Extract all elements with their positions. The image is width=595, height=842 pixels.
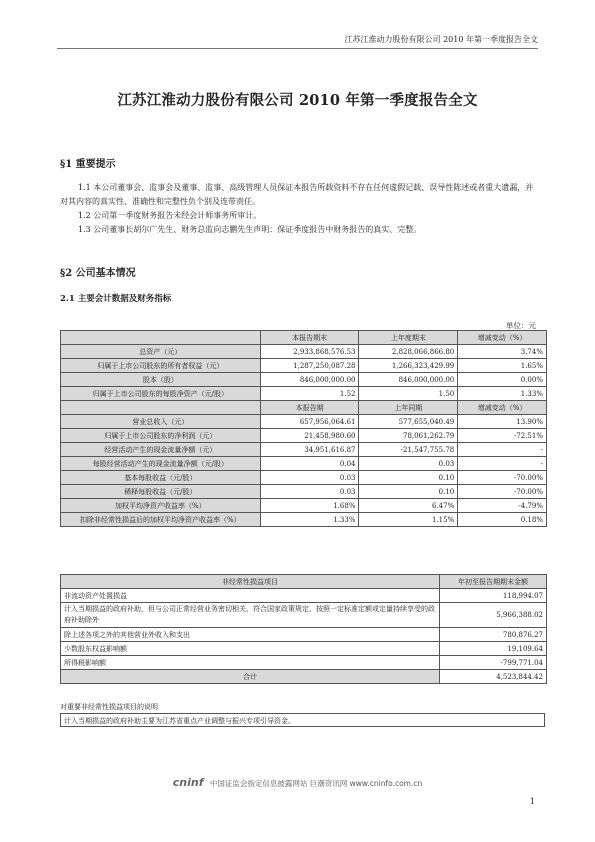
column-header: 非经常性损益项目 bbox=[61, 575, 440, 589]
section-1-body bbox=[60, 181, 535, 237]
total-label: 合计 bbox=[61, 670, 440, 684]
cninf-logo: cninf bbox=[172, 776, 204, 789]
table-row bbox=[61, 656, 547, 670]
section-2-heading: §2 公司基本情况 bbox=[60, 268, 136, 279]
item-value: 19,109.64 bbox=[440, 642, 547, 656]
notes-text: 计入当期损益的政府补助主要为江苏省重点产业调整与振兴专项引导资金。 bbox=[64, 717, 295, 725]
column-header: 上年同期 bbox=[359, 401, 458, 415]
cell-value: - bbox=[458, 457, 547, 471]
unit-label: 单位：元 bbox=[506, 321, 536, 330]
table-row bbox=[61, 373, 547, 387]
cell-value: 0.18% bbox=[458, 513, 547, 527]
column-header: 增减变动（%） bbox=[458, 401, 547, 415]
cell-value: 21,458,980.60 bbox=[260, 429, 359, 443]
item-value: 5,966,388.02 bbox=[440, 603, 547, 628]
footer-text: 中国证监会指定信息披露网站 巨潮资讯网 www.cninfo.com.cn bbox=[209, 779, 423, 788]
row-label: 扣除非经常性损益后的加权平均净资产收益率（%） bbox=[61, 513, 261, 527]
table-header-row bbox=[61, 401, 547, 415]
cell-value: 577,655,040.49 bbox=[359, 415, 458, 429]
item-label: 除上述各项之外的其他营业外收入和支出 bbox=[61, 628, 440, 642]
notes-box bbox=[60, 713, 545, 727]
table-row bbox=[61, 485, 547, 499]
row-label: 稀释每股收益（元/股） bbox=[61, 485, 261, 499]
column-header: 本报告期 bbox=[260, 401, 359, 415]
row-label: 加权平均净资产收益率（%） bbox=[61, 499, 261, 513]
table-row bbox=[61, 628, 547, 642]
paragraph-1-1: 1.1 本公司董事会、监事会及董事、监事、高级管理人员保证本报告所载资料不存在任何虚假记载、误导性陈述或者重大遗漏，并对其内容的真实性、准确性和完整性负个别及连带责任。 bbox=[60, 183, 534, 206]
table-row bbox=[61, 513, 547, 527]
cell-value: 0.03 bbox=[260, 485, 359, 499]
item-label: 非流动资产处置损益 bbox=[61, 589, 440, 603]
cell-value: 13.90% bbox=[458, 415, 547, 429]
financial-indicators-table bbox=[60, 330, 547, 527]
footer bbox=[0, 776, 595, 789]
total-value: 4,523,844.42 bbox=[440, 670, 547, 684]
item-value: 118,994.07 bbox=[440, 589, 547, 603]
cell-value: 2,933,868,576.53 bbox=[260, 345, 359, 359]
cell-value: - bbox=[458, 443, 547, 457]
cell-value: 3.74% bbox=[458, 345, 547, 359]
table-row bbox=[61, 429, 547, 443]
cell-value: -4.79% bbox=[458, 499, 547, 513]
table-row bbox=[61, 471, 547, 485]
table-header-row bbox=[61, 331, 547, 345]
table-row bbox=[61, 589, 547, 603]
item-label: 少数股东权益影响额 bbox=[61, 642, 440, 656]
item-value: 780,876.27 bbox=[440, 628, 547, 642]
cell-value: -70.00% bbox=[458, 471, 547, 485]
cell-value: 846,000,000.00 bbox=[260, 373, 359, 387]
column-header: 增减变动（%） bbox=[458, 331, 547, 345]
document-title: 江苏江淮动力股份有限公司 2010 年第一季度报告全文 bbox=[117, 92, 478, 109]
table-header-row bbox=[61, 575, 547, 589]
column-header bbox=[61, 331, 261, 345]
table-row bbox=[61, 642, 547, 656]
table-row bbox=[61, 603, 547, 628]
row-label: 归属于上市公司股东的所有者权益（元） bbox=[61, 359, 261, 373]
notes-title: 对重要非经常性损益项目的说明 bbox=[60, 703, 158, 711]
cell-value: 1.68% bbox=[260, 499, 359, 513]
cell-value: 0.10 bbox=[359, 471, 458, 485]
row-label: 每股经营活动产生的现金流量净额（元/股） bbox=[61, 457, 261, 471]
table-row bbox=[61, 415, 547, 429]
cell-value: 34,951,616.87 bbox=[260, 443, 359, 457]
table-row bbox=[61, 457, 547, 471]
column-header: 上年度期末 bbox=[359, 331, 458, 345]
running-header-title: 江苏江淮动力股份有限公司 2010 年第一季度报告全文 bbox=[344, 35, 538, 44]
item-value: -799,771.04 bbox=[440, 656, 547, 670]
row-label: 经营活动产生的现金流量净额（元） bbox=[61, 443, 261, 457]
cell-value: -72.51% bbox=[458, 429, 547, 443]
cell-value: 2,828,066,866.80 bbox=[359, 345, 458, 359]
cell-value: 1.50 bbox=[359, 387, 458, 401]
table-row bbox=[61, 443, 547, 457]
cell-value: 0.10 bbox=[359, 485, 458, 499]
row-label: 总资产（元） bbox=[61, 345, 261, 359]
table-row bbox=[61, 345, 547, 359]
table-row bbox=[61, 499, 547, 513]
cell-value: -21,547,755.78 bbox=[359, 443, 458, 457]
item-label: 计入当期损益的政府补助，但与公司正常经营业务密切相关，符合国家政策规定、按照一定标准定额或定量持续享受的政府补助除外 bbox=[61, 603, 440, 628]
cell-value: 657,956,064.61 bbox=[260, 415, 359, 429]
cell-value: 0.00% bbox=[458, 373, 547, 387]
paragraph-1-2: 1.2 公司第一季度财务报告未经会计师事务所审计。 bbox=[78, 211, 262, 220]
cell-value: 1.33% bbox=[260, 513, 359, 527]
paragraph-1-3: 1.3 公司董事长胡尔广先生、财务总监向志鹏先生声明：保证季度报告中财务报告的真实、完整。 bbox=[78, 225, 422, 234]
row-label: 基本每股收益（元/股） bbox=[61, 471, 261, 485]
item-label: 所得税影响额 bbox=[61, 656, 440, 670]
cell-value: 1.65% bbox=[458, 359, 547, 373]
row-label: 归属于上市公司股东的净利润（元） bbox=[61, 429, 261, 443]
cell-value: 6.47% bbox=[359, 499, 458, 513]
cell-value: 0.03 bbox=[359, 457, 458, 471]
table-row bbox=[61, 359, 547, 373]
total-row bbox=[61, 670, 547, 684]
cell-value: 1,287,250,087.28 bbox=[260, 359, 359, 373]
cell-value: 846,000,000.00 bbox=[359, 373, 458, 387]
cell-value: 1.33% bbox=[458, 387, 547, 401]
table-row bbox=[61, 387, 547, 401]
row-label: 营业总收入（元） bbox=[61, 415, 261, 429]
cell-value: 1,266,323,429.99 bbox=[359, 359, 458, 373]
subsection-2-1-heading: 2.1 主要会计数据及财务指标 bbox=[60, 294, 172, 304]
non-recurring-items-table bbox=[60, 574, 547, 684]
cell-value: 1.52 bbox=[260, 387, 359, 401]
cell-value: -70.00% bbox=[458, 485, 547, 499]
running-header bbox=[57, 34, 538, 49]
page-number: 1 bbox=[529, 797, 535, 806]
cell-value: 78,061,262.79 bbox=[359, 429, 458, 443]
section-1-heading: §1 重要提示 bbox=[60, 159, 116, 170]
column-header bbox=[61, 401, 261, 415]
cell-value: 0.03 bbox=[260, 471, 359, 485]
cell-value: 1.15% bbox=[359, 513, 458, 527]
cell-value: 0.04 bbox=[260, 457, 359, 471]
column-header: 年初至报告期期末金额 bbox=[440, 575, 547, 589]
row-label: 股本（股） bbox=[61, 373, 261, 387]
column-header: 本报告期末 bbox=[260, 331, 359, 345]
row-label: 归属于上市公司股东的每股净资产（元/股） bbox=[61, 387, 261, 401]
